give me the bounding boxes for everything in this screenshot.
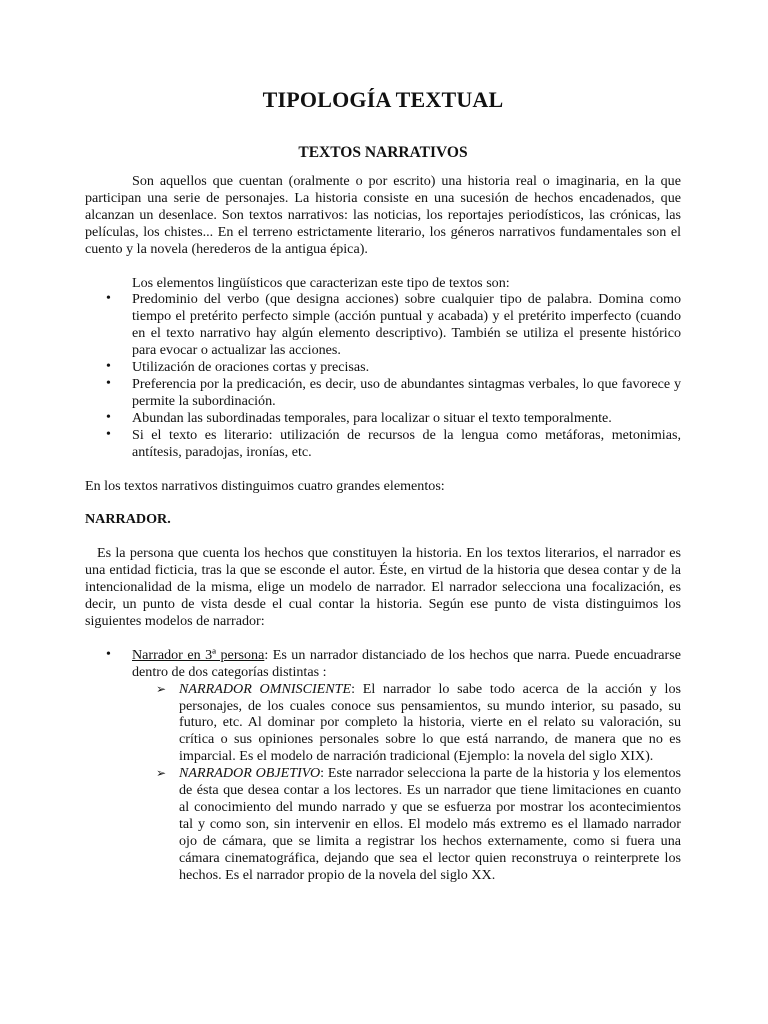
list-item — [85, 765, 681, 883]
bullet-icon: • — [106, 375, 111, 391]
list-item-text: Preferencia por la predicación, es decir, uso de abundantes sintagmas verbales, lo que favorece y permite la subordinación. — [132, 375, 681, 409]
bullet-icon: • — [106, 359, 111, 375]
narrator-paragraph: Es la persona que cuenta los hechos que constituyen la historia. En los textos literarios, el narrador es una entidad ficticia, tras la que se esconde el autor. Éste, en virtud de la historia que desea contar y de la intencionalidad de la misma, elige un modelo de narrador. El narrador selecciona una focalización, es decir, un punto de vista desde el cual contar la historia. Según ese punto de vista distinguimos los siguientes modelos de narrador: — [85, 545, 681, 629]
document-title: TIPOLOGÍA TEXTUAL — [262, 87, 504, 112]
four-elements-line: En los textos narrativos distinguimos cuatro grandes elementos: — [85, 477, 445, 494]
list-item-text: Abundan las subordinadas temporales, para localizar o situar el texto temporalmente. — [132, 409, 612, 426]
bullet-icon: • — [106, 291, 111, 307]
spacer — [85, 494, 681, 511]
objective-text: : Este narrador selecciona la parte de la historia y los elementos de ésta que desea contar a los lectores. Es un narrador que tiene limitaciones en cuanto al conocimiento del mundo narrado y que se esfuerza por mostrar los acontecimientos tal y como son, sin intervenir en ellos. El modelo más extremo es el llamado narrador ojo de cámara, que se limita a registrar los hechos externamente, como si fuera una cámara cinematográfica, dejando que sea el lector quien reconstruya o reinterprete los hechos. Es el narrador propio de la novela del siglo XX. — [179, 765, 681, 883]
list-item — [85, 647, 681, 681]
intro-paragraph: Son aquellos que cuentan (oralmente o por escrito) una historia real o imaginaria, en la que participan una serie de personajes. La historia consiste en una sucesión de hechos encadenados, que alcanzan un desenlace. Son textos narrativos: las noticias, los reportajes periodísticos, las crónicas, las películas, los chistes... En el terreno estrictamente literario, los géneros narrativos fundamentales son el cuento y la novela (herederos de la antigua épica). — [85, 173, 681, 257]
bullet-icon: • — [106, 409, 111, 425]
arrow-bullet-icon: ➢ — [156, 681, 167, 696]
spacer — [85, 461, 681, 478]
arrow-bullet-icon: ➢ — [156, 766, 167, 781]
section-subtitle: TEXTOS NARRATIVOS — [298, 144, 468, 161]
spacer — [85, 258, 681, 275]
narrator-subtypes-list — [85, 681, 681, 884]
narrator-types-list — [85, 647, 681, 681]
spacer — [85, 630, 681, 647]
list-item — [85, 427, 681, 461]
list-item — [85, 376, 681, 410]
spacer — [85, 528, 681, 545]
page-content — [85, 86, 681, 884]
omniscient-text: : El narrador lo sabe todo acerca de la acción y los personajes, de los cuales conoce sus pensamientos, su mundo interior, su pasado, su futuro, etc. Al dominar por completo la historia, vierte en el relato su valoración, su crítica o sus opiniones personales sobre lo que está narrando, de manera que no es imparcial. Es el modelo de narración tradicional (Ejemplo: la novela del siglo XIX). — [179, 680, 681, 765]
list-item — [85, 291, 681, 359]
list-item-text: Predominio del verbo (que designa acciones) sobre cualquier tipo de palabra. Domina como tiempo el pretérito perfecto simple (acción puntual y acabada) y el pretérito imperfecto (cuando en el texto narrativo hay algún elemento descriptivo). También se utiliza el presente histórico para evocar o actualizar las acciones. — [132, 291, 681, 359]
narrator-heading: NARRADOR. — [85, 511, 171, 528]
linguistic-elements-list — [85, 291, 681, 460]
list-item-text: Utilización de oraciones cortas y precisas. — [132, 359, 370, 376]
third-person-text: : Es un narrador distanciado de los hechos que narra. Puede encuadrarse dentro de dos categorías distintas : — [132, 646, 681, 680]
list-item — [85, 681, 681, 766]
omniscient-label: NARRADOR OMNISCIENTE — [179, 680, 352, 697]
list-item-text: Si el texto es literario: utilización de recursos de la lengua como metáforas, metonimias, antítesis, paradojas, ironías, etc. — [132, 426, 681, 460]
third-person-label: Narrador en 3ª persona — [132, 646, 265, 663]
bullet-icon: • — [106, 426, 111, 442]
list-item — [85, 359, 681, 376]
list-item — [85, 410, 681, 427]
objective-label: NARRADOR OBJETIVO — [179, 765, 321, 782]
elements-lead: Los elementos lingüísticos que caracterizan este tipo de textos son: — [132, 274, 510, 291]
bullet-icon: • — [106, 646, 111, 662]
